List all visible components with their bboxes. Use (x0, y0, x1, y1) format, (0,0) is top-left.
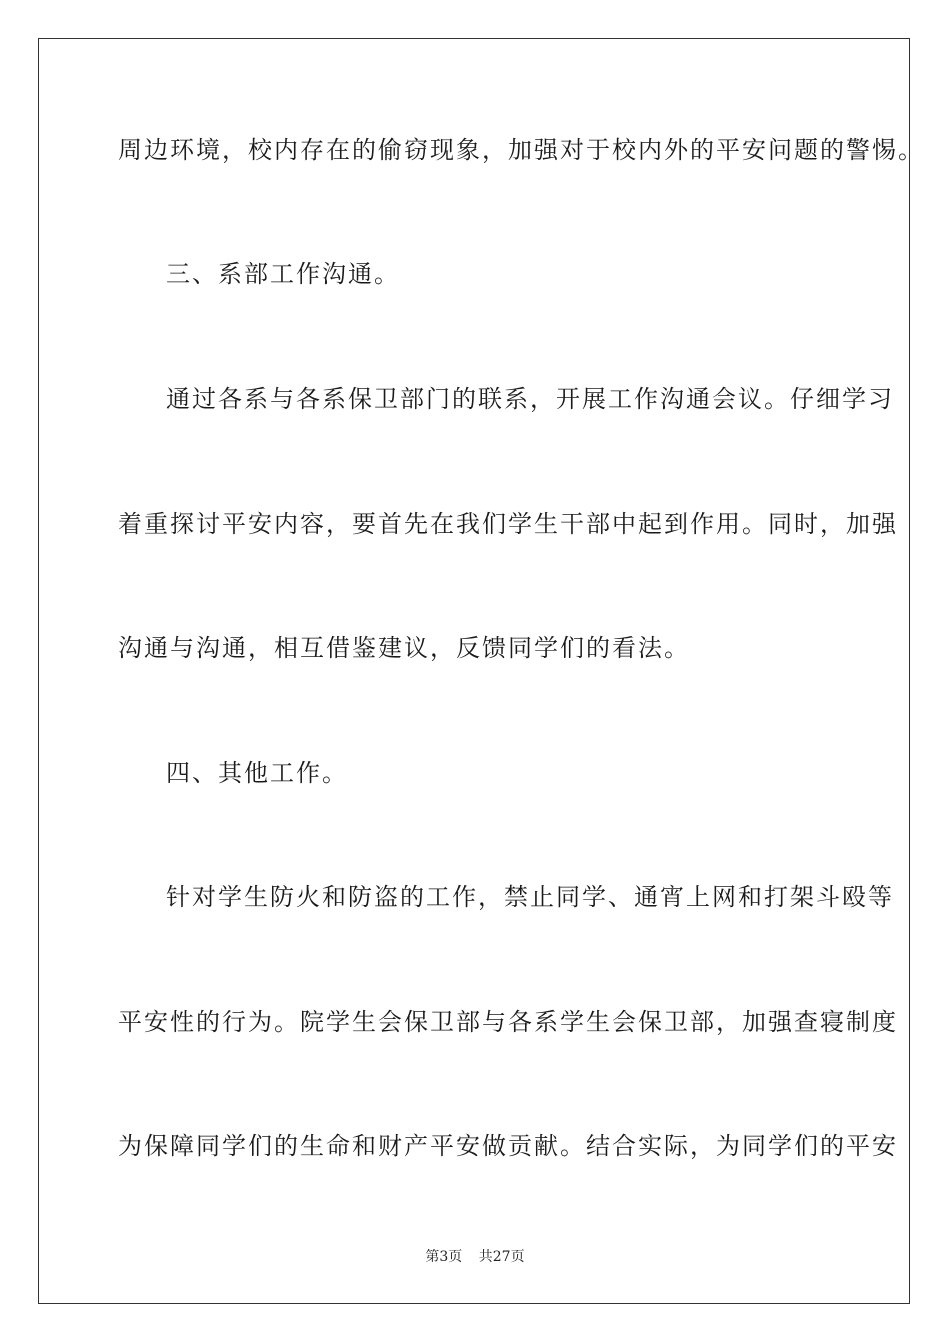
body-line-9: 为保障同学们的生命和财产平安做贡献。结合实际，为同学们的平安 (118, 1132, 898, 1160)
page-border (38, 38, 924, 1304)
body-line-1: 周边环境，校内存在的偷窃现象，加强对于校内外的平安问题的警惕。 (118, 136, 924, 164)
section-heading-3: 三、系部工作沟通。 (166, 260, 400, 288)
page-footer (0, 1248, 950, 1266)
body-line-4: 着重探讨平安内容，要首先在我们学生干部中起到作用。同时，加强 (118, 510, 898, 538)
body-line-8: 平安性的行为。院学生会保卫部与各系学生会保卫部，加强查寝制度 (118, 1008, 898, 1036)
body-line-7: 针对学生防火和防盗的工作，禁止同学、通宵上网和打架斗殴等 (166, 883, 894, 911)
body-line-5: 沟通与沟通，相互借鉴建议，反馈同学们的看法。 (118, 634, 690, 662)
page-number: 第3页 (425, 1249, 463, 1265)
body-line-3: 通过各系与各系保卫部门的联系，开展工作沟通会议。仔细学习 (166, 385, 894, 413)
section-heading-4: 四、其他工作。 (166, 759, 348, 787)
page-total: 共27页 (478, 1249, 525, 1265)
